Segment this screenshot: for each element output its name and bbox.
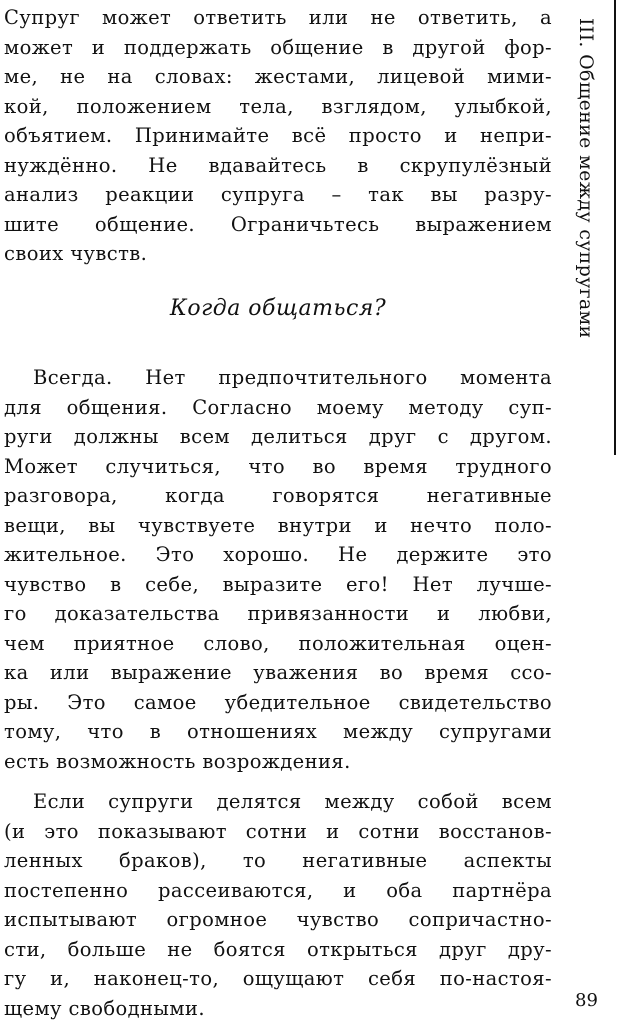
text-line: кой, положением тела, взглядом, улыбкой, (4, 92, 552, 122)
text-line: щему свободными. (4, 994, 552, 1023)
text-line: го доказательства привязанности и любви, (4, 599, 552, 629)
text-line: испытывают огромное чувство сопричастно- (4, 905, 552, 935)
text-line: ленных браков), то негативные аспекты (4, 846, 552, 876)
text-line: нуждённо. Не вдавайтесь в скрупулёзный (4, 151, 552, 181)
text-line: для общения. Согласно моему методу суп- (4, 393, 552, 423)
text-line: постепенно рассеиваются, и оба партнёра (4, 876, 552, 906)
text-line: ры. Это самое убедительное свидетельство (4, 688, 552, 718)
text-line: может и поддержать общение в другой фор- (4, 33, 552, 63)
paragraph (4, 363, 552, 776)
text-line: своих чувств. (4, 239, 552, 269)
section-heading: Когда общаться? (4, 296, 552, 321)
text-line: руги должны всем делиться друг с другом. (4, 422, 552, 452)
text-line: шите общение. Ограничьтесь выражением (4, 210, 552, 240)
text-line: чем приятное слово, положительная оцен- (4, 629, 552, 659)
paragraph (4, 787, 552, 1023)
text-line: (и это показывают сотни и сотни восстанов- (4, 817, 552, 847)
text-line: Если супруги делятся между собой всем (4, 787, 552, 817)
running-head: III. Общение между супругами (575, 18, 597, 339)
text-line: ка или выражение уважения во время ссо- (4, 658, 552, 688)
text-line: Всегда. Нет предпочтительного момента (4, 363, 552, 393)
text-line: тому, что в отношениях между супругами (4, 717, 552, 747)
text-line: гу и, наконец-то, ощущают себя по-настоя- (4, 964, 552, 994)
text-line: есть возможность возрождения. (4, 747, 552, 777)
text-line: сти, больше не боятся открыться друг дру- (4, 935, 552, 965)
text-line: вещи, вы чувствуете внутри и нечто поло- (4, 511, 552, 541)
paragraph (4, 3, 552, 269)
running-head-area (565, 10, 605, 450)
text-line: жительное. Это хорошо. Не держите это (4, 540, 552, 570)
text-line: Супруг может ответить или не ответить, а (4, 3, 552, 33)
text-line: разговора, когда говорятся негативные (4, 481, 552, 511)
page-number: 89 (575, 990, 598, 1011)
text-line: Может случиться, что во время трудного (4, 452, 552, 482)
text-line: чувство в себе, выразите его! Нет лучше- (4, 570, 552, 600)
text-line: анализ реакции супруга – так вы разру- (4, 180, 552, 210)
text-line: ме, не на словах: жестами, лицевой мими- (4, 62, 552, 92)
text-line: объятием. Принимайте всё просто и непри- (4, 121, 552, 151)
margin-rule (614, 0, 616, 455)
